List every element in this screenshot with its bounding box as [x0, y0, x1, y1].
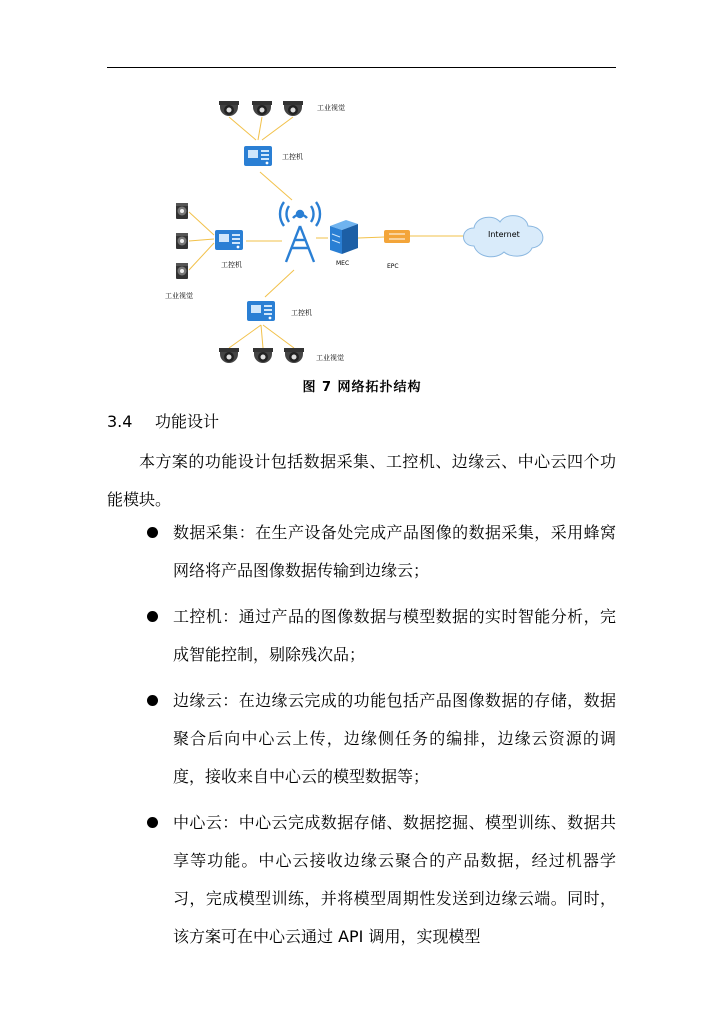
cell-tower-icon: [280, 202, 320, 262]
list-item: [107, 804, 616, 956]
bullet-icon: [147, 527, 158, 538]
bullet-icon: [147, 817, 158, 828]
network-topology-diagram: [150, 90, 570, 375]
section-number: 3.4: [107, 412, 133, 431]
label-epc: EPC: [387, 263, 399, 270]
function-list: [107, 514, 616, 964]
section-heading: [107, 409, 219, 432]
list-item-text: 边缘云：在边缘云完成的功能包括产品图像数据的存储，数据聚合后向中心云上传，边缘侧任务的编排，边缘云资源的调度，接收来自中心云的模型数据等；: [173, 691, 616, 786]
label-internet: Internet: [488, 230, 520, 239]
bullet-icon: [147, 695, 158, 706]
list-item-text: 中心云：中心云完成数据存储、数据挖掘、模型训练、数据共享等功能。中心云接收边缘云聚合的产品数据，经过机器学习，完成模型训练，并将模型周期性发送到边缘云端。同时，该方案可在中心云通过 API 调用，实现模型: [173, 813, 616, 946]
list-item: [107, 514, 616, 590]
label-mec: MEC: [336, 260, 350, 267]
figure-caption: 图 7 网络拓扑结构: [302, 380, 422, 395]
list-item: [107, 598, 616, 674]
label-ipc-bottom: 工控机: [291, 309, 312, 317]
bullet-icon: [147, 611, 158, 622]
list-item: [107, 682, 616, 796]
list-item-text: 数据采集：在生产设备处完成产品图像的数据采集，采用蜂窝网络将产品图像数据传输到边缘云；: [173, 523, 616, 580]
header-rule: [107, 67, 616, 68]
intro-paragraph: 本方案的功能设计包括数据采集、工控机、边缘云、中心云四个功能模块。: [107, 452, 616, 509]
epc-router-icon: [384, 230, 410, 243]
mec-server-icon: [330, 220, 358, 254]
label-camera-left: 工业视觉: [165, 292, 193, 300]
label-camera-bottom: 工业视觉: [316, 354, 344, 362]
list-item-text: 工控机：通过产品的图像数据与模型数据的实时智能分析，完成智能控制，剔除残次品；: [173, 607, 616, 664]
section-title: 功能设计: [155, 412, 220, 431]
label-camera-top: 工业视觉: [317, 104, 345, 112]
label-ipc-left: 工控机: [221, 261, 242, 269]
label-ipc-top: 工控机: [282, 153, 303, 161]
